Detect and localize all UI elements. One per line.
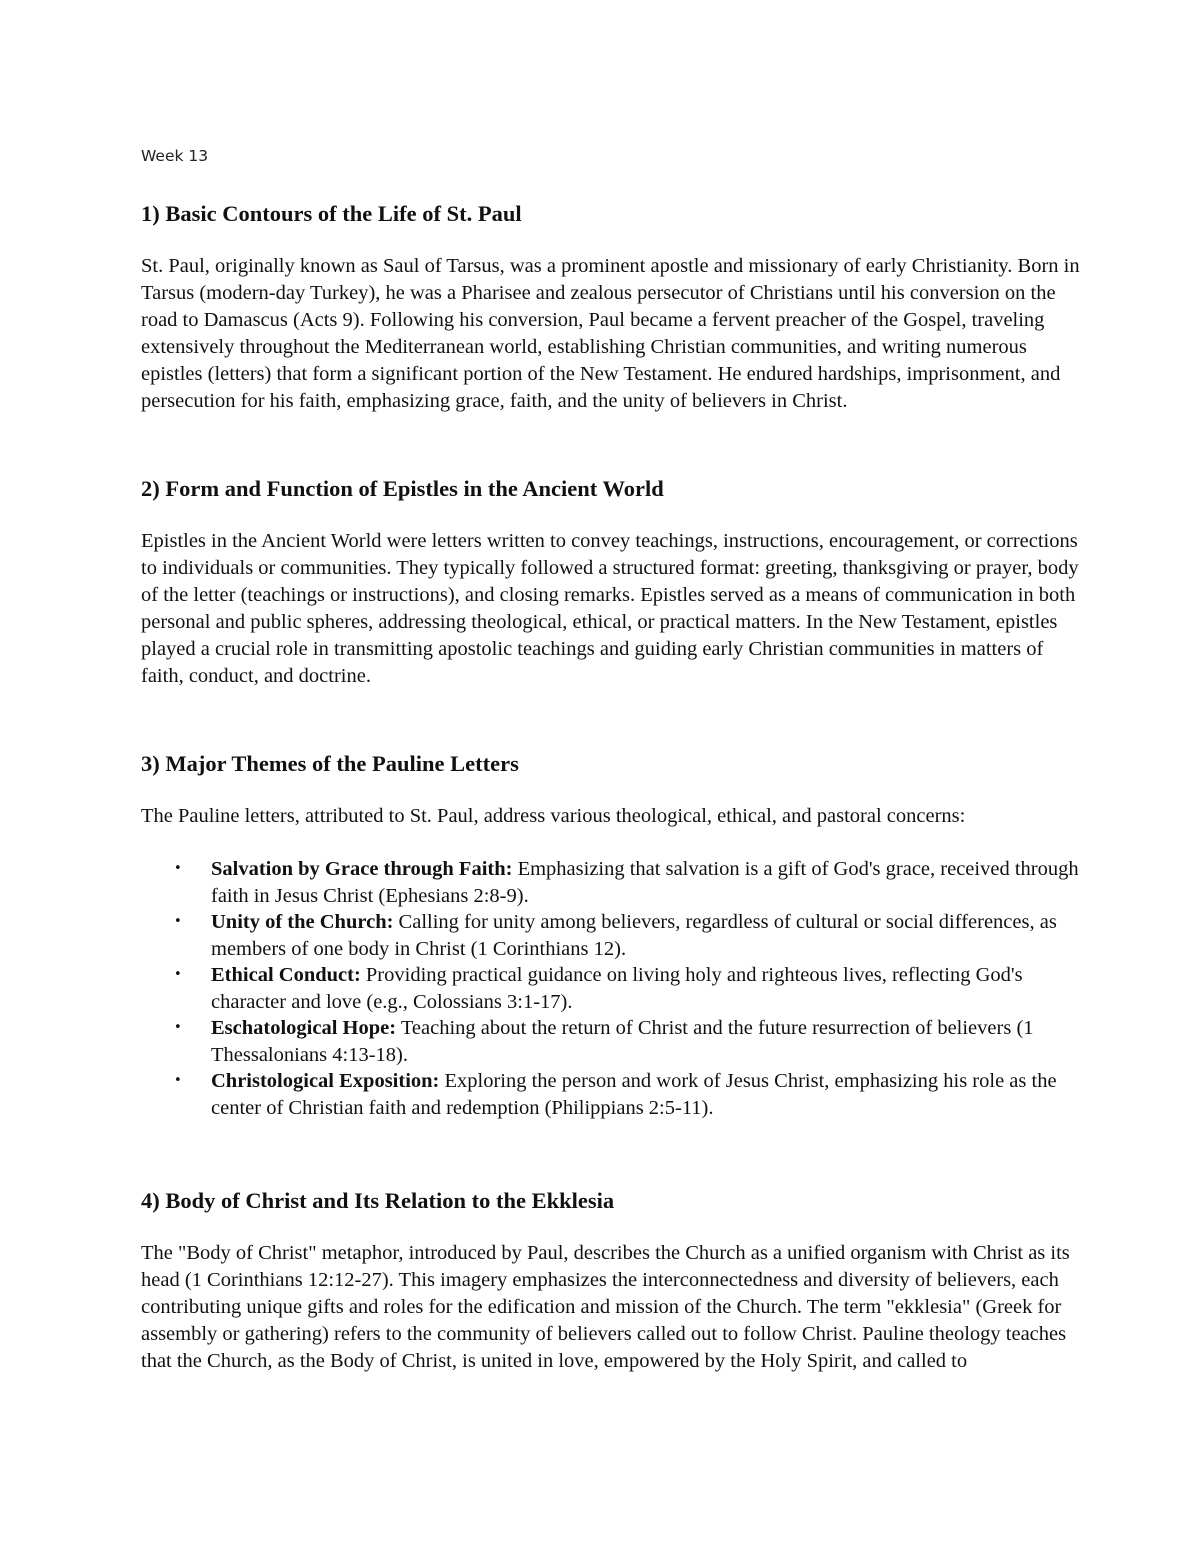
section-heading: 1) Basic Contours of the Life of St. Paul [141, 201, 522, 226]
section-body: St. Paul, originally known as Saul of Tarsus, was a prominent apostle and missionary of early Christianity. Born in Tarsus (modern-day Turkey), he was a Pharisee and zealous persecutor of Christians until his conversion on the road to Damascus (Acts 9). Following his conversion, Paul became a fervent preacher of the Gospel, traveling extensively throughout the Mediterranean world, establishing Christian communities, and writing numerous epistles (letters) that form a significant portion of the New Testament. He endured hardships, imprisonment, and persecution for his faith, emphasizing grace, faith, and the unity of believers in Christ. [141, 255, 1080, 412]
list-item [141, 909, 1081, 962]
section-heading: 2) Form and Function of Epistles in the Ancient World [141, 476, 664, 501]
theme-term: Ethical Conduct: [211, 964, 361, 986]
week-label: Week 13 [141, 147, 209, 165]
theme-text: Calling for unity among believers, regardless of cultural or social differences, as members of one body in Christ (1 Corinthians 12). [211, 911, 1057, 960]
section-pauline-themes [141, 750, 1081, 1121]
theme-term: Unity of the Church: [211, 911, 394, 933]
section-heading: 4) Body of Christ and Its Relation to the Ekklesia [141, 1188, 615, 1213]
themes-list [141, 856, 1081, 1121]
section-body: The Pauline letters, attributed to St. Paul, address various theological, ethical, and pastoral concerns: [141, 805, 966, 827]
theme-text: Emphasizing that salvation is a gift of God's grace, received through faith in Jesus Christ (Ephesians 2:8-9). [211, 858, 1079, 907]
bullet-icon: • [174, 967, 182, 982]
section-body: Epistles in the Ancient World were letters written to convey teachings, instructions, encouragement, or corrections to individuals or communities. They typically followed a structured format: greeting, thanksgiving or prayer, body of the letter (teachings or instructions), and closing remarks. Epistles served as a means of communication in both personal and public spheres, addressing theological, ethical, or practical matters. In the New Testament, epistles played a crucial role in transmitting apostolic teachings and guiding early Christian communities in matters of faith, conduct, and doctrine. [141, 530, 1079, 687]
section-body-of-christ [141, 1187, 1081, 1375]
bullet-icon: • [174, 1073, 182, 1088]
list-item [141, 962, 1081, 1015]
section-body: The "Body of Christ" metaphor, introduced by Paul, describes the Church as a unified organism with Christ as its head (1 Corinthians 12:12-27). This imagery emphasizes the interconnectedness and diversity of believers, each contributing unique gifts and roles for the edification and mission of the Church. The term "ekklesia" (Greek for assembly or gathering) refers to the community of believers called out to follow Christ. Pauline theology teaches that the Church, as the Body of Christ, is united in love, empowered by the Holy Spirit, and called to [141, 1242, 1070, 1372]
theme-term: Christological Exposition: [211, 1070, 440, 1092]
theme-text: Exploring the person and work of Jesus Christ, emphasizing his role as the center of Christian faith and redemption (Philippians 2:5-11). [211, 1070, 1057, 1119]
list-item [141, 1068, 1081, 1121]
list-item [141, 856, 1081, 909]
theme-text: Teaching about the return of Christ and the future resurrection of believers (1 Thessalonians 4:13-18). [211, 1017, 1034, 1066]
theme-text: Providing practical guidance on living holy and righteous lives, reflecting God's character and love (e.g., Colossians 3:1-17). [211, 964, 1023, 1013]
theme-term: Eschatological Hope: [211, 1017, 397, 1039]
theme-term: Salvation by Grace through Faith: [211, 858, 513, 880]
bullet-icon: • [174, 914, 182, 929]
bullet-icon: • [174, 1020, 182, 1035]
bullet-icon: • [174, 861, 182, 876]
section-life-of-paul [141, 200, 1081, 415]
list-item [141, 1015, 1081, 1068]
section-heading: 3) Major Themes of the Pauline Letters [141, 751, 519, 776]
section-epistles [141, 475, 1081, 690]
